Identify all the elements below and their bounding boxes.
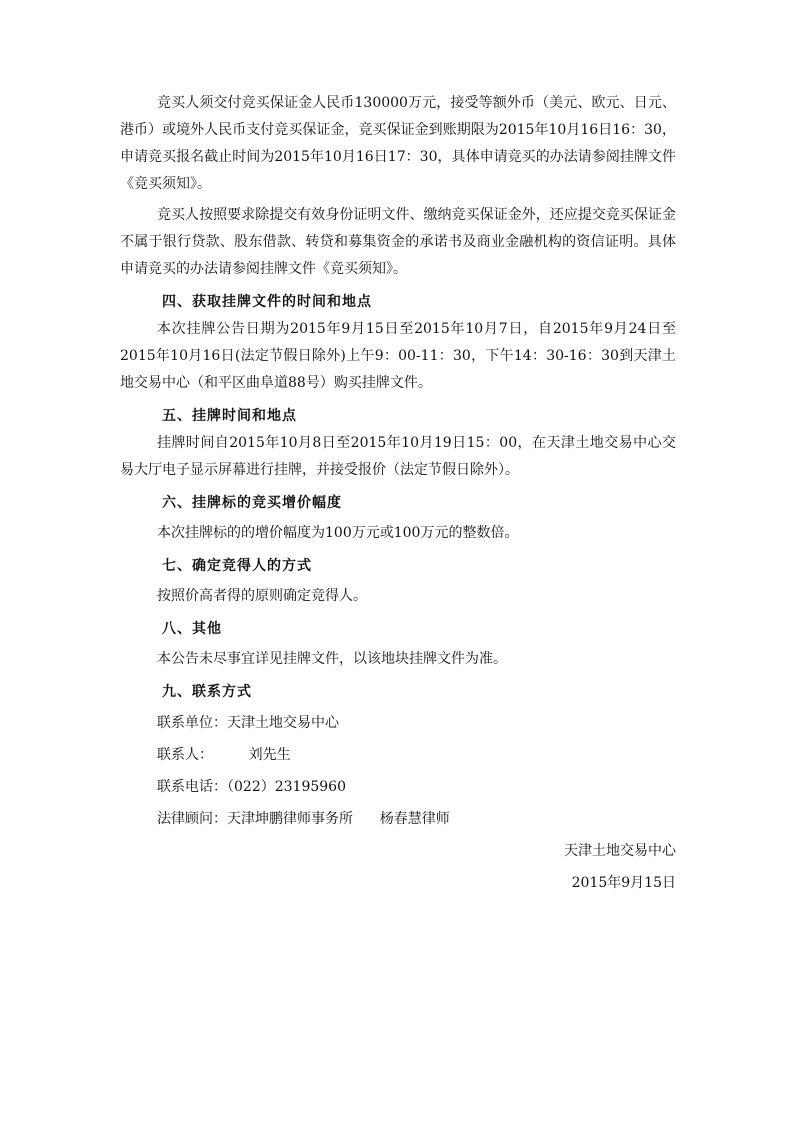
signature-date: 2015年9月15日 [571, 875, 676, 891]
section-6-heading: 六、挂牌标的竞买增价幅度 [162, 495, 342, 511]
contact-person: 联系人： 刘先生 [157, 747, 291, 763]
section-9-heading: 九、联系方式 [162, 684, 252, 700]
section-7-body: 按照价高者得的原则确定竞得人。 [157, 588, 367, 604]
section-4-body: 本次挂牌公告日期为2015年9月15日至2015年10月7日，自2015年9月24日至2015年10月16日(法定节假日除外)上午9：00-11：30，下午14：30-16：30到天津土地交易中心（和平区曲阜道88号）购买挂牌文件。 [120, 321, 676, 391]
section-6-body: 本次挂牌标的的增价幅度为100万元或100万元的整数倍。 [157, 525, 519, 541]
section-4-heading: 四、获取挂牌文件的时间和地点 [162, 294, 372, 310]
section-5-heading: 五、挂牌时间和地点 [162, 408, 297, 424]
requirements-paragraph: 竞买人按照要求除提交有效身份证明文件、缴纳竞买保证金外，还应提交竞买保证金不属于银行贷款、股东借款、转贷和募集资金的承诺书及商业金融机构的资信证明。具体申请竞买的办法请参阅挂牌文件《竞买须知》。 [120, 207, 676, 277]
document-body [120, 90, 676, 898]
signature-org: 天津土地交易中心 [564, 843, 676, 859]
section-5-body: 挂牌时间自2015年10月8日至2015年10月19日15：00，在天津土地交易中心交易大厅电子显示屏幕进行挂牌，并接受报价（法定节假日除外）。 [120, 435, 676, 478]
contact-legal: 法律顾问：天津坤鹏律师事务所 杨春慧律师 [157, 811, 450, 827]
section-8-body: 本公告未尽事宜详见挂牌文件，以该地块挂牌文件为准。 [157, 651, 507, 667]
deposit-paragraph: 竞买人须交付竞买保证金人民币130000万元，接受等额外币（美元、欧元、日元、港币）或境外人民币支付竞买保证金，竞买保证金到账期限为2015年10月16日16：30，申请竞买报名截止时间为2015年10月16日17：30，具体申请竞买的办法请参阅挂牌文件《竞买须知》。 [120, 95, 676, 192]
contact-unit: 联系单位：天津土地交易中心 [157, 715, 339, 731]
section-7-heading: 七、确定竞得人的方式 [162, 558, 312, 574]
contact-phone: 联系电话：（022）23195960 [157, 779, 346, 795]
section-8-heading: 八、其他 [162, 621, 222, 637]
